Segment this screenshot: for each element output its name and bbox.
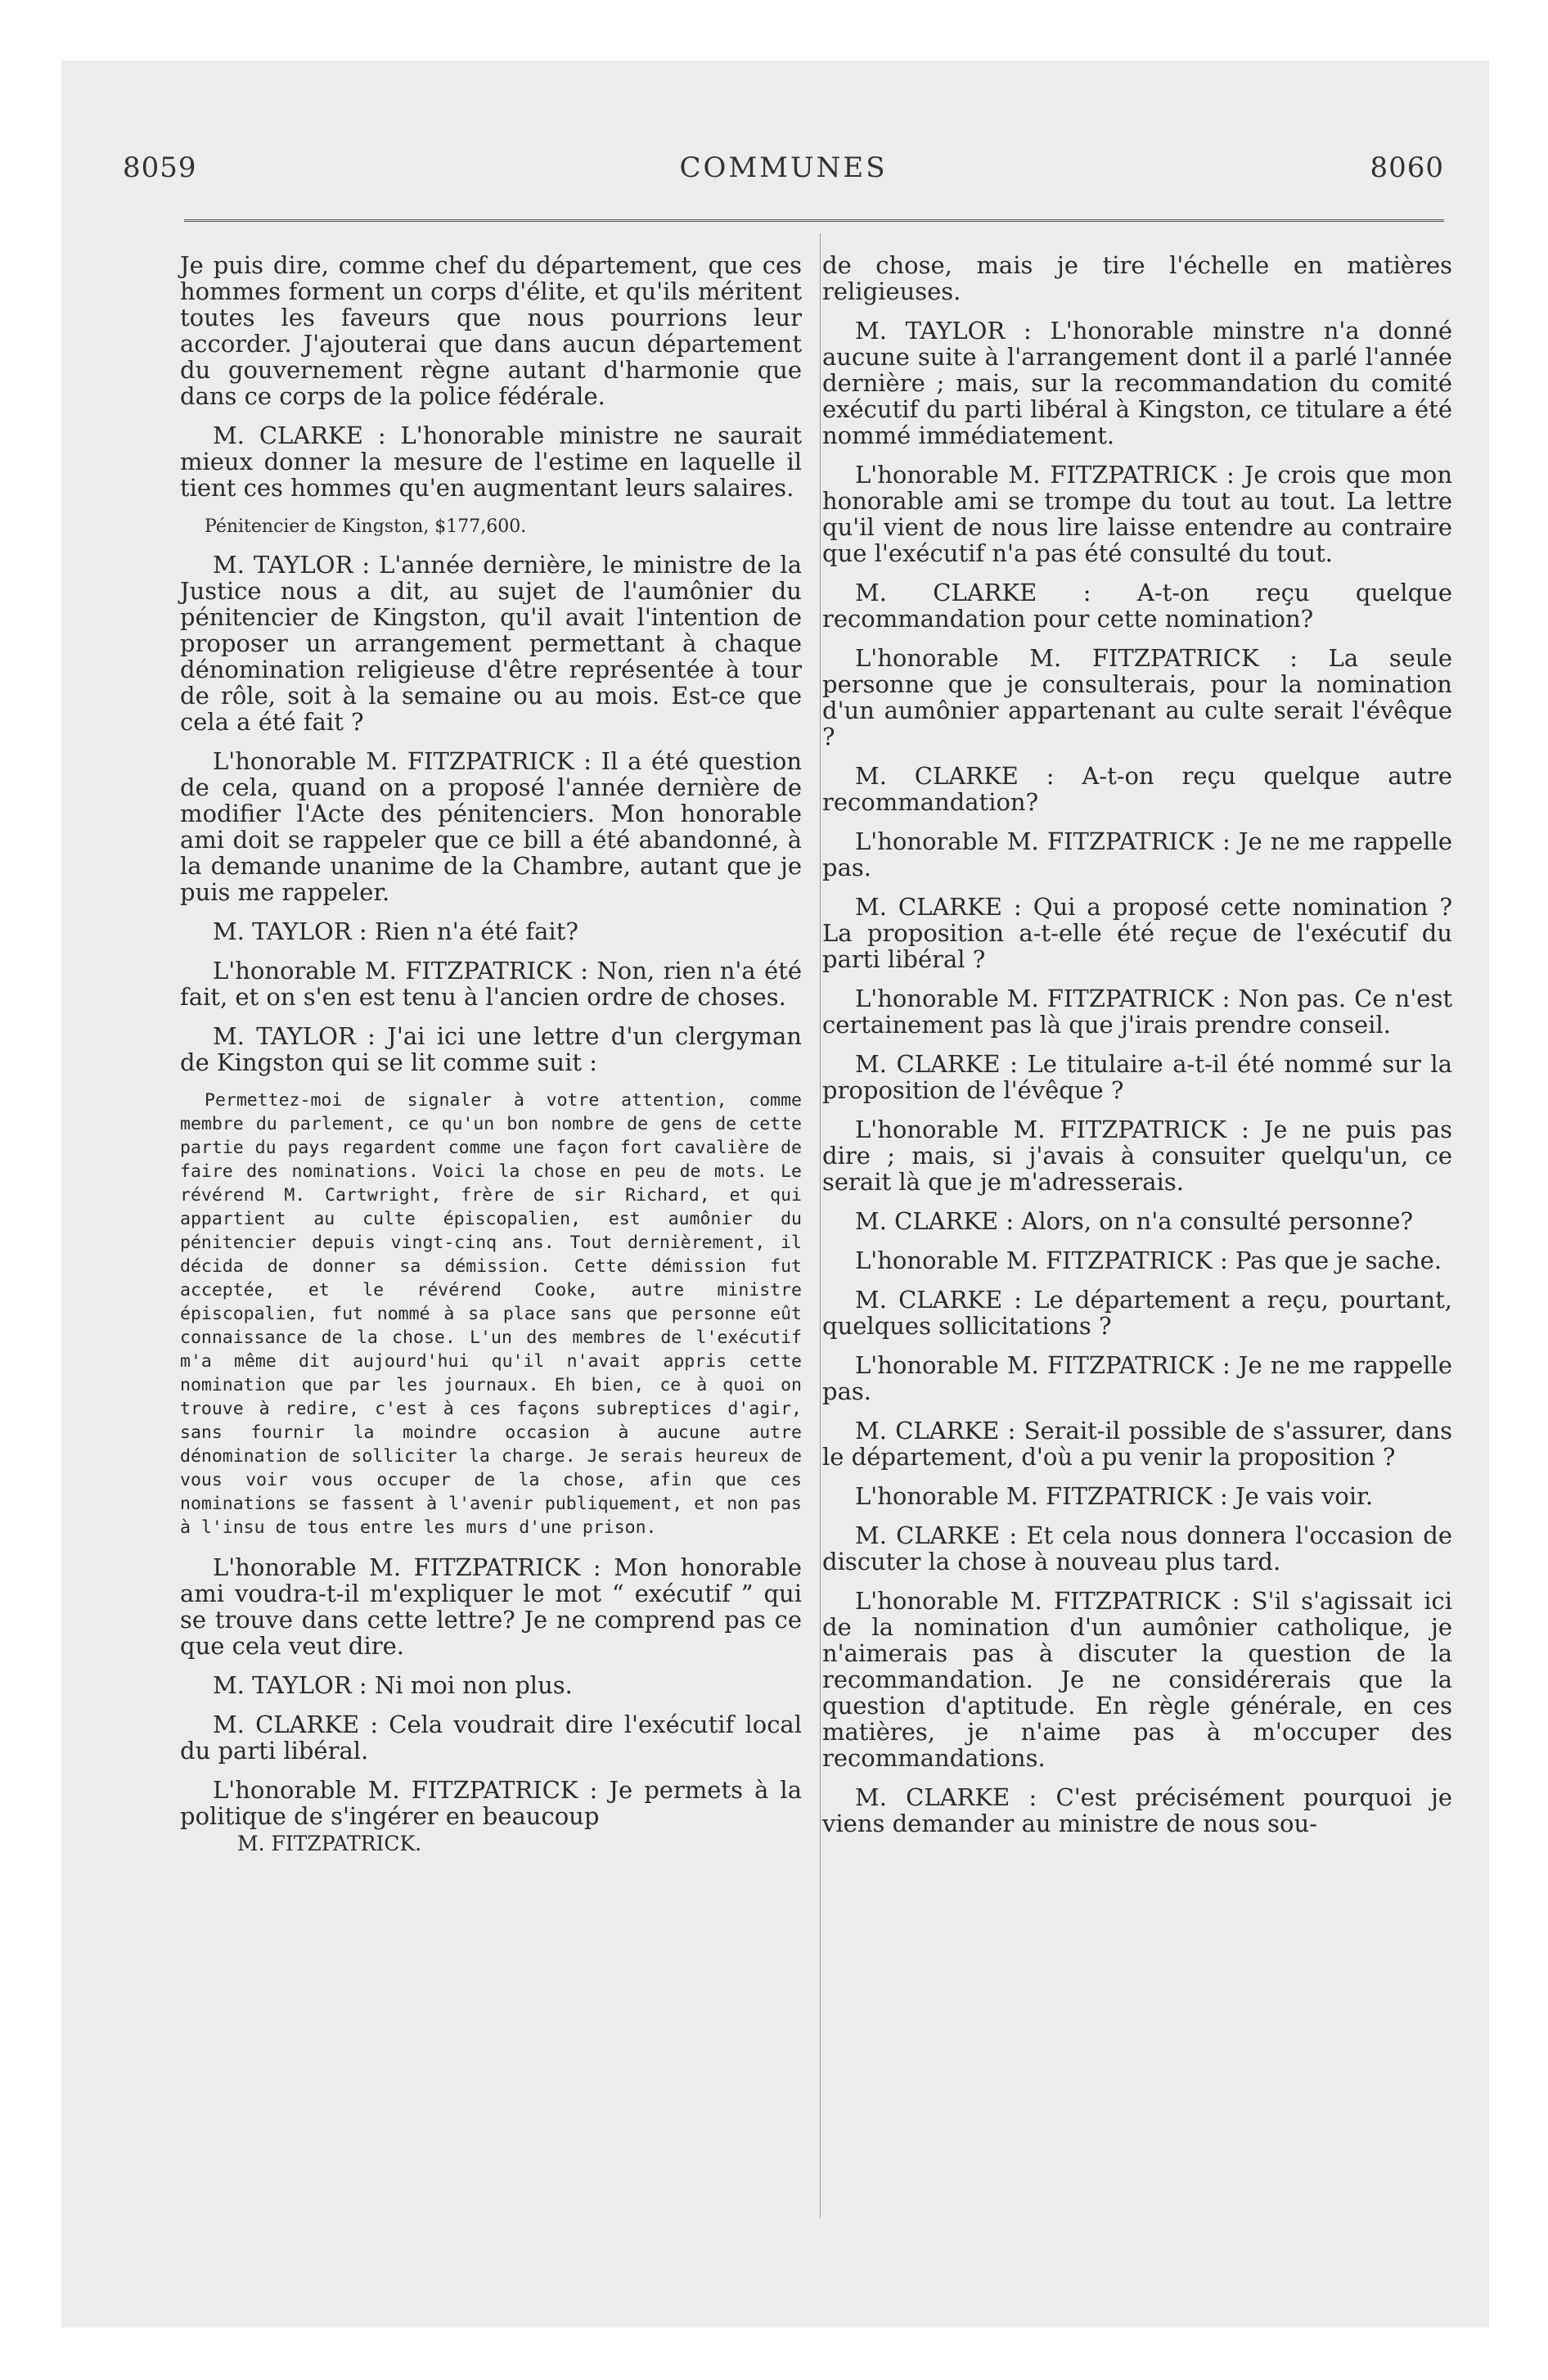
page-title: COMMUNES <box>679 151 888 184</box>
paragraph: L'honorable M. FITZPATRICK : Non pas. Ce n'est certainement pas là que j'irais prendre conseil. <box>822 985 1452 1039</box>
paragraph: L'honorable M. FITZPATRICK : S'il s'agissait ici de la nomination d'un aumônier catholique, je n'aimerais pas à discuter la question de la recommandation. Je ne considérerais que la question d'aptitude. En règle générale, en ces matières, je n'aime pas à m'occuper des recommandations. <box>822 1587 1452 1772</box>
paragraph: M. CLARKE : Et cela nous donnera l'occasion de discuter la chose à nouveau plus tard. <box>822 1521 1452 1575</box>
paragraph: M. CLARKE : L'honorable ministre ne saurait mieux donner la mesure de l'estime en laquelle il tient ces hommes qu'en augmentant leurs salaires. <box>180 421 802 502</box>
left-column <box>180 252 802 1857</box>
paragraph: L'honorable M. FITZPATRICK : Je ne me rappelle pas. <box>822 1351 1452 1405</box>
paragraph: L'honorable M. FITZPATRICK : Pas que je sache. <box>855 1246 1442 1274</box>
paragraph: M. CLARKE : Cela voudrait dire l'exécutif local du parti libéral. <box>180 1711 802 1765</box>
paragraph: de chose, mais je tire l'échelle en matières religieuses. <box>822 251 1452 305</box>
paragraph: L'honorable M. FITZPATRICK : Je crois que mon honorable ami se trompe du tout au tout. La lettre qu'il vient de nous lire laisse entendre au contraire que l'exécutif n'a pas été consulté du tout. <box>822 461 1452 567</box>
paragraph: M. CLARKE : Le titulaire a-t-il été nommé sur la proposition de l'évêque ? <box>822 1050 1452 1104</box>
paragraph: M. TAYLOR : J'ai ici une lettre d'un clergyman de Kingston qui se lit comme suit : <box>180 1022 802 1076</box>
right-column <box>822 252 1452 1850</box>
paragraph: M. CLARKE : Qui a proposé cette nomination ? La proposition a-t-elle été reçue de l'exécutif du parti libéral ? <box>822 893 1452 973</box>
paragraph: M. TAYLOR : Ni moi non plus. <box>213 1671 573 1699</box>
right-page-number: 8060 <box>1370 151 1444 184</box>
paragraph: M. TAYLOR : L'honorable minstre n'a donné aucune suite à l'arrangement dont il a parlé l'année dernière ; mais, sur la recommandation du comité exécutif du parti libéral à Kingston, ce titulare a été nommé immédiatement. <box>822 317 1452 449</box>
paragraph: L'honorable M. FITZPATRICK : Je ne me rappelle pas. <box>822 827 1452 881</box>
left-page-number: 8059 <box>123 151 197 184</box>
paragraph: M. CLARKE : A-t-on reçu quelque autre recommandation? <box>822 762 1452 816</box>
page-header <box>123 151 1444 192</box>
paragraph: L'honorable M. FITZPATRICK : Je vais voir. <box>855 1482 1374 1510</box>
paragraph: M. CLARKE : A-t-on reçu quelque recommandation pour cette nomination? <box>822 579 1452 633</box>
paragraph: M. TAYLOR : L'année dernière, le ministre de la Justice nous a dit, au sujet de l'aumônier du pénitencier de Kingston, qu'il avait l'intention de proposer un arrangement permettant à chaque dénomination religieuse d'être représentée à tour de rôle, soit à la semaine ou au mois. Est-ce que cela a été fait ? <box>180 551 802 736</box>
column-divider <box>820 233 821 2218</box>
quoted-letter: Permettez-moi de signaler à votre attention, comme membre du parlement, ce qu'un bon nombre de gens de cette partie du pays regardent comme une façon fort cavalière de faire des nominations. Voici la chose en peu de mots. Le révérend M. Cartwright, frère de sir Richard, et qui appartient au culte épiscopalien, est aumônier du pénitencier depuis vingt-cinq ans. Tout dernièrement, il décida de donner sa démission. Cette démission fut acceptée, et le révérend Cooke, autre ministre épiscopalien, fut nommé à sa place sans que personne eût connaissance de la chose. L'un des membres de l'exécutif m'a même dit aujourd'hui qu'il n'avait appris cette nomination que par les journaux. Eh bien, ce à quoi on trouve à redire, c'est à ces façons subreptices d'agir, sans fournir la moindre occasion à aucune autre dénomination de solliciter la charge. Je serais heureux de vous voir vous occuper de la chose, afin que ces nominations se fassent à l'avenir publiquement, et non pas à l'insu de tous entre les murs d'une prison. <box>180 1090 802 1538</box>
paragraph: L'honorable M. FITZPATRICK : Je permets à la politique de s'ingérer en beaucoup <box>180 1776 802 1830</box>
paragraph: L'honorable M. FITZPATRICK : Mon honorable ami voudra-t-il m'expliquer le mot “ exécutif ” qui se trouve dans cette lettre? Je ne comprend pas ce que cela veut dire. <box>180 1553 802 1660</box>
paragraph: M. CLARKE : Le département a reçu, pourtant, quelques sollicitations ? <box>822 1286 1452 1340</box>
paragraph: L'honorable M. FITZPATRICK : Je ne puis pas dire ; mais, si j'avais à consuiter quelqu'un, ce serait là que je m'adresserais. <box>822 1116 1452 1196</box>
paragraph: L'honorable M. FITZPATRICK : Non, rien n'a été fait, et on s'en est tenu à l'ancien ordre de choses. <box>180 957 802 1011</box>
header-rule <box>184 219 1444 222</box>
paragraph: L'honorable M. FITZPATRICK : Il a été question de cela, quand on a proposé l'année dernière de modifier l'Acte des pénitenciers. Mon honorable ami doit se rappeler que ce bill a été abandonné, à la demande unanime de la Chambre, autant que je puis me rappeler. <box>180 747 802 906</box>
page-footer-speaker: M. FITZPATRICK. <box>237 1832 422 1855</box>
paragraph: Je puis dire, comme chef du département, que ces hommes forment un corps d'élite, et qu'ils méritent toutes les faveurs que nous pourrions leur accorder. J'ajouterai que dans aucun département du gouvernement règne autant d'harmonie que dans ce corps de la police fédérale. <box>180 251 802 410</box>
paragraph: L'honorable M. FITZPATRICK : La seule personne que je consulterais, pour la nomination d'un aumônier appartenant au culte serait l'évêque ? <box>822 644 1452 751</box>
paragraph: M. CLARKE : Serait-il possible de s'assurer, dans le département, d'où a pu venir la proposition ? <box>822 1417 1452 1471</box>
paragraph: M. TAYLOR : Rien n'a été fait? <box>213 917 578 945</box>
budget-item-heading: Pénitencier de Kingston, $177,600. <box>205 516 527 537</box>
paragraph: M. CLARKE : C'est précisément pourquoi je viens demander au ministre de nous sou- <box>822 1783 1452 1837</box>
paragraph: M. CLARKE : Alors, on n'a consulté personne? <box>855 1207 1414 1235</box>
